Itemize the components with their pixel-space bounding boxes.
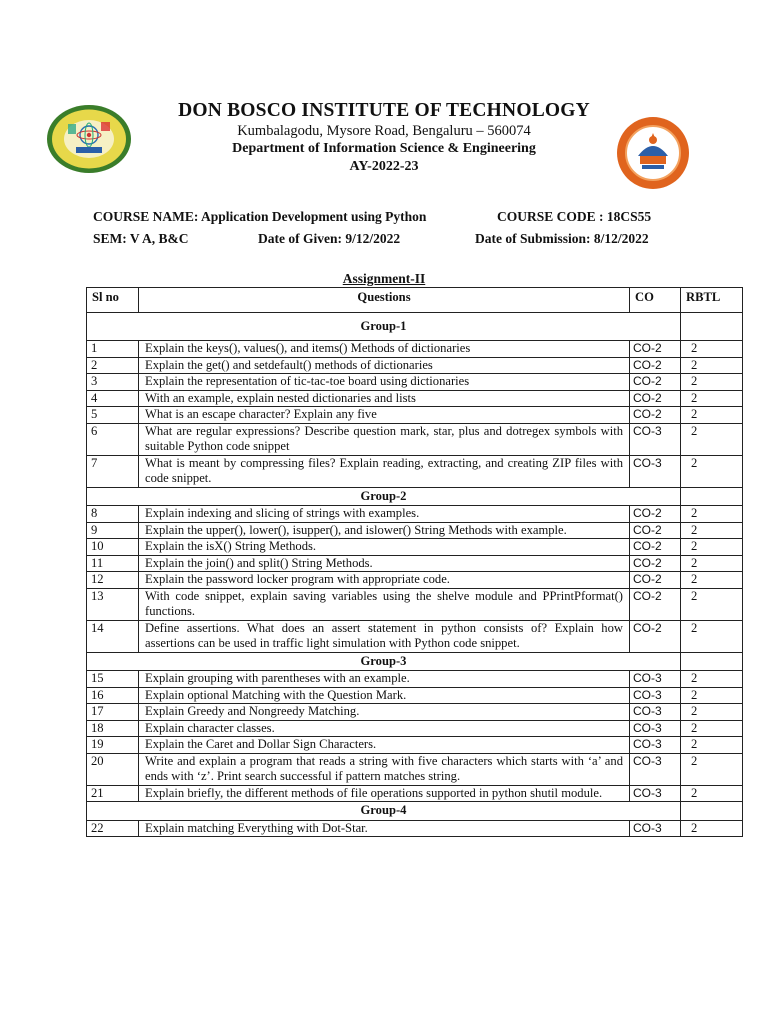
table-row xyxy=(87,506,743,523)
cell-question: Explain the isX() String Methods. xyxy=(139,539,630,556)
cell-co: CO-3 xyxy=(630,687,681,704)
cell-question: Explain briefly, the different methods of file operations supported in python shutil module. xyxy=(139,785,630,802)
cell-rbtl: 2 xyxy=(681,506,743,523)
cell-slno: 6 xyxy=(87,423,139,455)
table-row xyxy=(87,572,743,589)
cell-rbtl: 2 xyxy=(681,374,743,391)
cell-co: CO-2 xyxy=(630,588,681,620)
cell-co: CO-2 xyxy=(630,341,681,358)
table-row xyxy=(87,720,743,737)
cell-rbtl: 2 xyxy=(681,572,743,589)
table-row xyxy=(87,423,743,455)
cell-co: CO-3 xyxy=(630,820,681,837)
assignment-title: Assignment-II xyxy=(342,271,426,286)
cell-question: What are regular expressions? Describe question mark, star, plus and dotregex symbols with suitable Python code snippet xyxy=(139,423,630,455)
cell-co: CO-2 xyxy=(630,572,681,589)
table-row xyxy=(87,390,743,407)
table-row xyxy=(87,820,743,837)
cell-question: Explain matching Everything with Dot-Star. xyxy=(139,820,630,837)
date-given: Date of Given: 9/12/2022 xyxy=(258,231,401,246)
table-row xyxy=(87,753,743,785)
cell-slno: 21 xyxy=(87,785,139,802)
cell-co: CO-2 xyxy=(630,539,681,556)
cell-co: CO-2 xyxy=(630,555,681,572)
cell-rbtl: 2 xyxy=(681,820,743,837)
cell-slno: 3 xyxy=(87,374,139,391)
col-header-co: CO xyxy=(630,288,681,313)
cell-rbtl: 2 xyxy=(681,704,743,721)
cell-co: CO-3 xyxy=(630,785,681,802)
cell-co: CO-2 xyxy=(630,407,681,424)
cell-question: With an example, explain nested dictionaries and lists xyxy=(139,390,630,407)
cell-slno: 16 xyxy=(87,687,139,704)
cell-question: Explain Greedy and Nongreedy Matching. xyxy=(139,704,630,721)
cell-rbtl: 2 xyxy=(681,455,743,487)
questions-table xyxy=(86,287,743,837)
cell-co: CO-3 xyxy=(630,720,681,737)
table-row xyxy=(87,785,743,802)
department-name: Department of Information Science & Engineering xyxy=(232,141,536,156)
institute-header xyxy=(0,100,768,176)
cell-question: Explain the password locker program with appropriate code. xyxy=(139,572,630,589)
cell-rbtl: 2 xyxy=(681,785,743,802)
group-title: Group-2 xyxy=(87,487,681,506)
cell-question: Explain the Caret and Dollar Sign Characters. xyxy=(139,737,630,754)
cell-question: Explain the upper(), lower(), isupper(), and islower() String Methods with example. xyxy=(139,522,630,539)
table-row xyxy=(87,357,743,374)
cell-slno: 10 xyxy=(87,539,139,556)
semester: SEM: V A, B&C xyxy=(93,231,189,246)
cell-question: Write and explain a program that reads a string with five characters which starts with ‘a’ and ends with ‘z’. Print search successful if pattern matches string. xyxy=(139,753,630,785)
group-row xyxy=(87,487,743,506)
cell-slno: 7 xyxy=(87,455,139,487)
table-row xyxy=(87,407,743,424)
table-row xyxy=(87,737,743,754)
cell-co: CO-2 xyxy=(630,620,681,652)
table-header-row xyxy=(87,288,743,313)
group-row xyxy=(87,652,743,671)
cell-co: CO-2 xyxy=(630,506,681,523)
cell-question: Explain the get() and setdefault() methods of dictionaries xyxy=(139,357,630,374)
cell-rbtl: 2 xyxy=(681,539,743,556)
cell-slno: 4 xyxy=(87,390,139,407)
cell-slno: 17 xyxy=(87,704,139,721)
cell-question: Explain the representation of tic-tac-toe board using dictionaries xyxy=(139,374,630,391)
cell-co: CO-3 xyxy=(630,737,681,754)
group-title: Group-3 xyxy=(87,652,681,671)
cell-co: CO-2 xyxy=(630,522,681,539)
cell-rbtl: 2 xyxy=(681,671,743,688)
cell-question: What is meant by compressing files? Explain reading, extracting, and creating ZIP files with code snippet. xyxy=(139,455,630,487)
cell-slno: 19 xyxy=(87,737,139,754)
cell-slno: 20 xyxy=(87,753,139,785)
group-empty-cell xyxy=(681,313,743,341)
cell-question: Explain indexing and slicing of strings with examples. xyxy=(139,506,630,523)
cell-rbtl: 2 xyxy=(681,588,743,620)
group-empty-cell xyxy=(681,802,743,821)
cell-question: What is an escape character? Explain any five xyxy=(139,407,630,424)
group-title: Group-4 xyxy=(87,802,681,821)
cell-slno: 9 xyxy=(87,522,139,539)
cell-question: Define assertions. What does an assert statement in python consists of? Explain how assertions can be used in traffic light simulation with Python code snippet. xyxy=(139,620,630,652)
cell-slno: 2 xyxy=(87,357,139,374)
cell-rbtl: 2 xyxy=(681,390,743,407)
table-row xyxy=(87,341,743,358)
cell-question: Explain grouping with parentheses with an example. xyxy=(139,671,630,688)
cell-slno: 5 xyxy=(87,407,139,424)
cell-rbtl: 2 xyxy=(681,522,743,539)
cell-rbtl: 2 xyxy=(681,687,743,704)
cell-rbtl: 2 xyxy=(681,753,743,785)
cell-slno: 22 xyxy=(87,820,139,837)
col-header-questions: Questions xyxy=(139,288,630,313)
institute-name: DON BOSCO INSTITUTE OF TECHNOLOGY xyxy=(178,100,590,121)
cell-rbtl: 2 xyxy=(681,555,743,572)
assignment-title-wrap xyxy=(0,271,768,287)
table-row xyxy=(87,671,743,688)
cell-slno: 12 xyxy=(87,572,139,589)
group-empty-cell xyxy=(681,652,743,671)
cell-slno: 1 xyxy=(87,341,139,358)
course-name: COURSE NAME: Application Development using Python xyxy=(93,209,427,224)
col-header-slno: Sl no xyxy=(87,288,139,313)
cell-question: Explain the keys(), values(), and items() Methods of dictionaries xyxy=(139,341,630,358)
institute-address: Kumbalagodu, Mysore Road, Bengaluru – 560074 xyxy=(237,123,531,139)
group-title: Group-1 xyxy=(87,313,681,341)
cell-rbtl: 2 xyxy=(681,737,743,754)
table-row xyxy=(87,620,743,652)
cell-co: CO-2 xyxy=(630,374,681,391)
date-submission: Date of Submission: 8/12/2022 xyxy=(475,231,649,246)
cell-rbtl: 2 xyxy=(681,357,743,374)
cell-rbtl: 2 xyxy=(681,720,743,737)
cell-co: CO-3 xyxy=(630,671,681,688)
cell-co: CO-3 xyxy=(630,455,681,487)
table-row xyxy=(87,588,743,620)
table-row xyxy=(87,522,743,539)
group-empty-cell xyxy=(681,487,743,506)
table-row xyxy=(87,704,743,721)
cell-slno: 18 xyxy=(87,720,139,737)
cell-co: CO-3 xyxy=(630,423,681,455)
cell-question: Explain character classes. xyxy=(139,720,630,737)
cell-rbtl: 2 xyxy=(681,407,743,424)
table-row xyxy=(87,374,743,391)
cell-rbtl: 2 xyxy=(681,423,743,455)
academic-year: AY-2022-23 xyxy=(349,159,419,174)
table-row xyxy=(87,455,743,487)
cell-question: With code snippet, explain saving variables using the shelve module and PPrintPformat() functions. xyxy=(139,588,630,620)
table-row xyxy=(87,555,743,572)
questions-table-body xyxy=(87,313,743,837)
cell-question: Explain the join() and split() String Methods. xyxy=(139,555,630,572)
table-row xyxy=(87,539,743,556)
table-row xyxy=(87,687,743,704)
cell-co: CO-2 xyxy=(630,357,681,374)
group-row xyxy=(87,313,743,341)
cell-slno: 13 xyxy=(87,588,139,620)
col-header-rbtl: RBTL xyxy=(681,288,743,313)
group-row xyxy=(87,802,743,821)
cell-slno: 15 xyxy=(87,671,139,688)
cell-slno: 14 xyxy=(87,620,139,652)
cell-rbtl: 2 xyxy=(681,341,743,358)
cell-rbtl: 2 xyxy=(681,620,743,652)
course-code: COURSE CODE : 18CS55 xyxy=(497,209,652,224)
cell-co: CO-3 xyxy=(630,753,681,785)
cell-co: CO-2 xyxy=(630,390,681,407)
cell-slno: 11 xyxy=(87,555,139,572)
cell-slno: 8 xyxy=(87,506,139,523)
cell-co: CO-3 xyxy=(630,704,681,721)
cell-question: Explain optional Matching with the Question Mark. xyxy=(139,687,630,704)
